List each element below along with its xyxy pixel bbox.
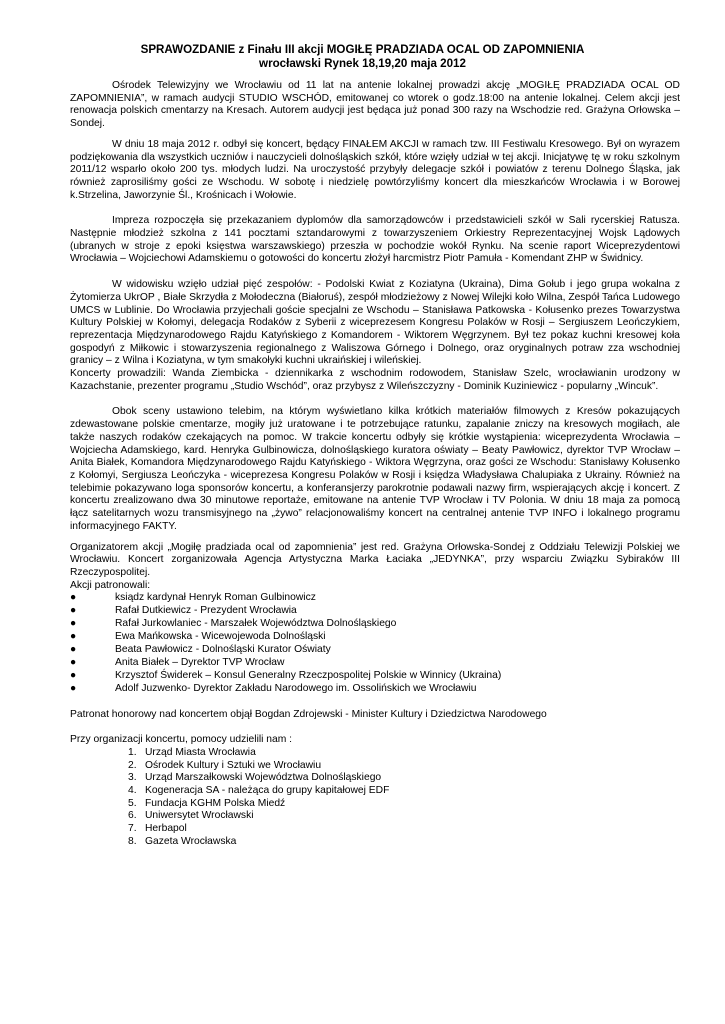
helper-name: Fundacja KGHM Polska Miedź bbox=[145, 797, 286, 809]
list-number: 8. bbox=[128, 835, 137, 847]
bullet-icon: ● bbox=[70, 656, 77, 668]
paragraph-ceremony: Impreza rozpoczęła się przekazaniem dyplomów dla samorządowców i przedstawicieli szkół w Sali rycerskiej Ratusza. Następnie młodzież szkolna z 141 pocztami sztandarowymi z towarzyszeniem Orkiestry Reprezentacyjnej Wojsk Lądowych (ubranych w stroje z epoki księstwa warszawskiego) przeszła w pochodzie wokół Rynku. Na scenie raport Wiceprezydentowi Wrocławia – Wojciechowi Adamskiemu o gotowości do koncertu złożył harcmistrz Piotr Pamuła - Komendant ZHP w Świdnicy. bbox=[70, 215, 680, 265]
list-number: 4. bbox=[128, 785, 137, 797]
helpers-heading: Przy organizacji koncertu, pomocy udzielili nam : bbox=[70, 734, 293, 746]
patron-name: Ewa Mańkowska - Wicewojewoda Dolnośląski bbox=[115, 631, 326, 643]
paragraph-performers: W widowisku wzięło udział pięć zespołów: - Podolski Kwiat z Koziatyna (Ukraina), Dima Gołub i jego grupa wokalna z Żytomierza UkrOP , Białe Skrzydła z Mołodeczna (Białoruś), zespół młodzieżowy z Nowej Wilejki koło Wilna, Zespół Tańca Ludowego UMCS w Lublinie. Do Wrocławia przyjechali goście specjalni ze Wschodu – Stanisława Patkowska - Kołusenko prezes Towarzystwa Kultury Polskiej w Kołomyi, delegacja Rodaków z Syberii z wiceprezesem Kongresu Polaków w Rosji – Sergiuszem Leończykiem, reprezentacja Międzynarodowego Rajdu Katyńskiego z Komandorem - Wiktorem Węgrzynem. Był tez pokaz kuchni kresowej koła gospodyń z Miłkowic i stowarzyszenia regionalnego z Waliszowa Górnego i Dolnego, oraz oryginalnych potraw zza wschodniej granicy – z Wilna i Koziatyna, w tym smakołyki kuchni ukraińskiej i wileńskiej. bbox=[70, 279, 680, 367]
list-item bbox=[70, 772, 680, 785]
patron-name: Krzysztof Świderek – Konsul Generalny Rzeczpospolitej Polskie w Winnicy (Ukraina) bbox=[115, 669, 502, 681]
list-item bbox=[70, 670, 680, 683]
patron-name: Rafał Jurkowlaniec - Marszałek Województwa Dolnośląskiego bbox=[115, 618, 397, 630]
report-subtitle: wrocławski Rynek 18,19,20 maja 2012 bbox=[259, 57, 466, 70]
list-item bbox=[70, 798, 680, 811]
list-item bbox=[70, 683, 680, 696]
list-item bbox=[70, 657, 680, 670]
list-item bbox=[70, 631, 680, 644]
list-item bbox=[70, 836, 680, 849]
patron-name: ksiądz kardynał Henryk Roman Gulbinowicz bbox=[115, 592, 316, 604]
helper-name: Kogeneracja SA - należąca do grupy kapitałowej EDF bbox=[145, 785, 390, 797]
helpers-list bbox=[70, 747, 680, 849]
list-number: 6. bbox=[128, 810, 137, 822]
patron-name: Beata Pawłowicz - Dolnośląski Kurator Oświaty bbox=[115, 643, 331, 655]
list-item bbox=[70, 823, 680, 836]
list-item bbox=[70, 618, 680, 631]
honorary-patron: Patronat honorowy nad koncertem objął Bogdan Zdrojewski - Minister Kultury i Dziedzictwa Narodowego bbox=[70, 708, 547, 720]
list-number: 5. bbox=[128, 797, 137, 809]
list-item bbox=[70, 785, 680, 798]
bullet-icon: ● bbox=[70, 643, 77, 655]
helper-name: Uniwersytet Wrocławski bbox=[145, 810, 254, 822]
helper-name: Urząd Marszałkowski Województwa Dolnośląskiego bbox=[145, 772, 382, 784]
list-item bbox=[70, 605, 680, 618]
list-item bbox=[70, 644, 680, 657]
patrons-list bbox=[70, 592, 680, 695]
helper-name: Urząd Miasta Wrocławia bbox=[145, 746, 256, 758]
paragraph-organizer: Organizatorem akcji „Mogiłę pradziada ocal od zapomnienia” jest red. Grażyna Orłowska-Sondej z Oddziału Telewizji Polskiej we Wrocławiu. Koncert zorganizowała Agencja Artystyczna Marka Łaciaka „JEDYNKA”, przy wsparciu Związku Sybiraków III Rzeczypospolitej. bbox=[70, 541, 680, 578]
helper-name: Herbapol bbox=[145, 823, 187, 835]
list-number: 2. bbox=[128, 759, 137, 771]
patrons-heading: Akcji patronowali: bbox=[70, 579, 151, 591]
helper-name: Gazeta Wrocławska bbox=[145, 835, 237, 847]
report-body bbox=[70, 80, 680, 849]
list-item bbox=[70, 810, 680, 823]
list-item bbox=[70, 760, 680, 773]
helper-name: Ośrodek Kultury i Sztuki we Wrocławiu bbox=[145, 759, 322, 771]
bullet-icon: ● bbox=[70, 618, 77, 630]
list-number: 1. bbox=[128, 746, 137, 758]
patron-name: Adolf Juzwenko- Dyrektor Zakładu Narodowego im. Ossolińskich we Wrocławiu bbox=[115, 682, 477, 694]
paragraph-concert: W dniu 18 maja 2012 r. odbył się koncert, będący FINAŁEM AKCJI w ramach tzw. III Festiwalu Kresowego. Był on wyrazem podziękowania dla wszystkich uczniów i nauczycieli dolnośląskich szkół, które wzięły udział w tej akcji. Inicjatywę tę w roku szkolnym 2011/12 wsparło około 200 tys. młodych ludzi. Na uroczystość przybyły delegacje szkół i powiatów z terenu Dolnego Śląska, jak również zaprosiliśmy gości ze Wschodu. W sobotę i niedzielę powtórzyliśmy koncert dla mieszkańców Wrocławia i w Borowej k.Strzelina, Jaworzynie Śl., Krośnicach i Wołowie. bbox=[70, 138, 680, 201]
paragraph-hosts: Koncerty prowadzili: Wanda Ziembicka - dziennikarka z wschodnim rodowodem, Stanisław Szelc, wrocławianin urodzony w Kazachstanie, prezenter programu „Studio Wschód”, oraz przybysz z Wileńszczyzny - Dominik Kuziniewicz - popularny „Wincuk”. bbox=[70, 368, 680, 392]
report-title: SPRAWOZDANIE z Finału III akcji MOGIŁĘ PRADZIADA OCAL OD ZAPOMNIENIA bbox=[140, 43, 585, 56]
bullet-icon: ● bbox=[70, 631, 77, 643]
list-item bbox=[70, 592, 680, 605]
paragraph-intro: Ośrodek Telewizyjny we Wrocławiu od 11 lat na antenie lokalnej prowadzi akcję „MOGIŁĘ PRADZIADA OCAL OD ZAPOMNIENIA”, w ramach audycji STUDIO WSCHÓD, emitowanej co wtorek o godz.18:00 na antenie lokalnej. Celem akcji jest renowacja polskich cmentarzy na Kresach. Autorem audycji jest będąca już ponad 300 razy na Wschodzie red. Grażyna Orłowska – Sondej. bbox=[70, 80, 680, 130]
list-number: 7. bbox=[128, 823, 137, 835]
bullet-icon: ● bbox=[70, 592, 77, 604]
list-item bbox=[70, 747, 680, 760]
bullet-icon: ● bbox=[70, 669, 77, 681]
patron-name: Anita Białek – Dyrektor TVP Wrocław bbox=[115, 656, 285, 668]
list-number: 3. bbox=[128, 772, 137, 784]
paragraph-screen: Obok sceny ustawiono telebim, na którym wyświetlano kilka krótkich materiałów filmowych z Kresów pokazujących zdewastowane polskie cmentarze, mogiły już uratowane i te potrzebujące ratunku, zapalanie zniczy na kresowych mogiłach, ale także naszych rodaków czekających na pomoc. W trakcie koncertu odbyły się krótkie wystąpienia: wiceprezydenta Wrocławia – Wojciecha Adamskiego, kard. Henryka Gulbinowicza, dolnośląskiego kuratora oświaty – Beaty Pawłowicz, dyrektor TVP Wrocław – Anita Białek, Komandora Międzynarodowego Rajdu Katyńskiego - Wiktora Węgrzyna, oraz gości ze Wschodu: Stanisławy Kołusenko z Kołomyi, Sergiusza Leończyka - wiceprezesa Kongresu Polaków w Rosji i księdza Władysława Chalupiaka z Ukrainy. Również na telebimie pokazywano loga sponsorów koncertu, a konferansjerzy parokrotnie podawali nazwy firm, wspierających akcję i koncert. Z koncertu zrealizowano dwa 30 minutowe reportaże, emitowane na antenie TVP Wrocław i TV Polonia. W dniu 18 maja za pomocą łącz satelitarnych wozu transmisyjnego na „żywo” relacjonowaliśmy koncert na centralnej antenie TVP INFO i lokalnego programu informacyjnego FAKTY. bbox=[70, 406, 680, 532]
bullet-icon: ● bbox=[70, 682, 77, 694]
patron-name: Rafał Dutkiewicz - Prezydent Wrocławia bbox=[115, 605, 297, 617]
bullet-icon: ● bbox=[70, 605, 77, 617]
